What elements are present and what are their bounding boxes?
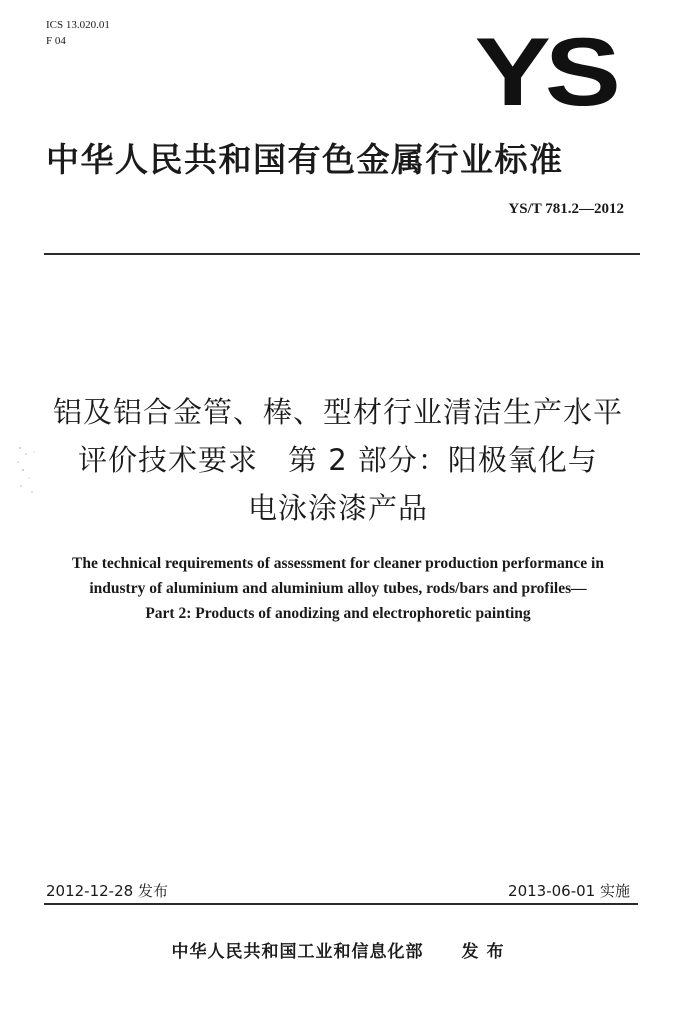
standard-organization: 中华人民共和国有色金属行业标准 [46,140,564,179]
bottom-divider [44,903,638,905]
implementation-date: 2013-06-01 实施 [508,882,630,900]
english-title-line-1: The technical requirements of assessment for cleaner production performance in [72,555,604,572]
english-title-line-2: industry of aluminium and aluminium alloy tubes, rods/bars and profiles— [89,580,587,597]
english-title-line-3: Part 2: Products of anodizing and electrophoretic painting [145,605,531,622]
ys-logo-text: YS [474,26,615,118]
english-title [0,551,676,626]
chinese-title-line-2: 评价技术要求 第 2 部分：阳极氧化与 [78,443,598,477]
chinese-title-line-1: 铝及铝合金管、棒、型材行业清洁生产水平 [52,395,623,429]
top-divider [44,253,640,255]
issue-date: 2012-12-28 发布 [46,882,168,900]
ics-code: ICS 13.020.01 [46,19,110,31]
chinese-title [0,388,676,532]
standard-number: YS/T 781.2—2012 [508,201,624,217]
ccs-code: F 04 [46,35,66,47]
classification-codes [46,17,110,49]
issuer-line [0,937,676,962]
issuer-name: 中华人民共和国工业和信息化部 [171,942,424,962]
chinese-title-line-3: 电泳涂漆产品 [247,491,428,525]
issue-word: 发 布 [461,942,505,962]
ys-logo [455,26,635,118]
